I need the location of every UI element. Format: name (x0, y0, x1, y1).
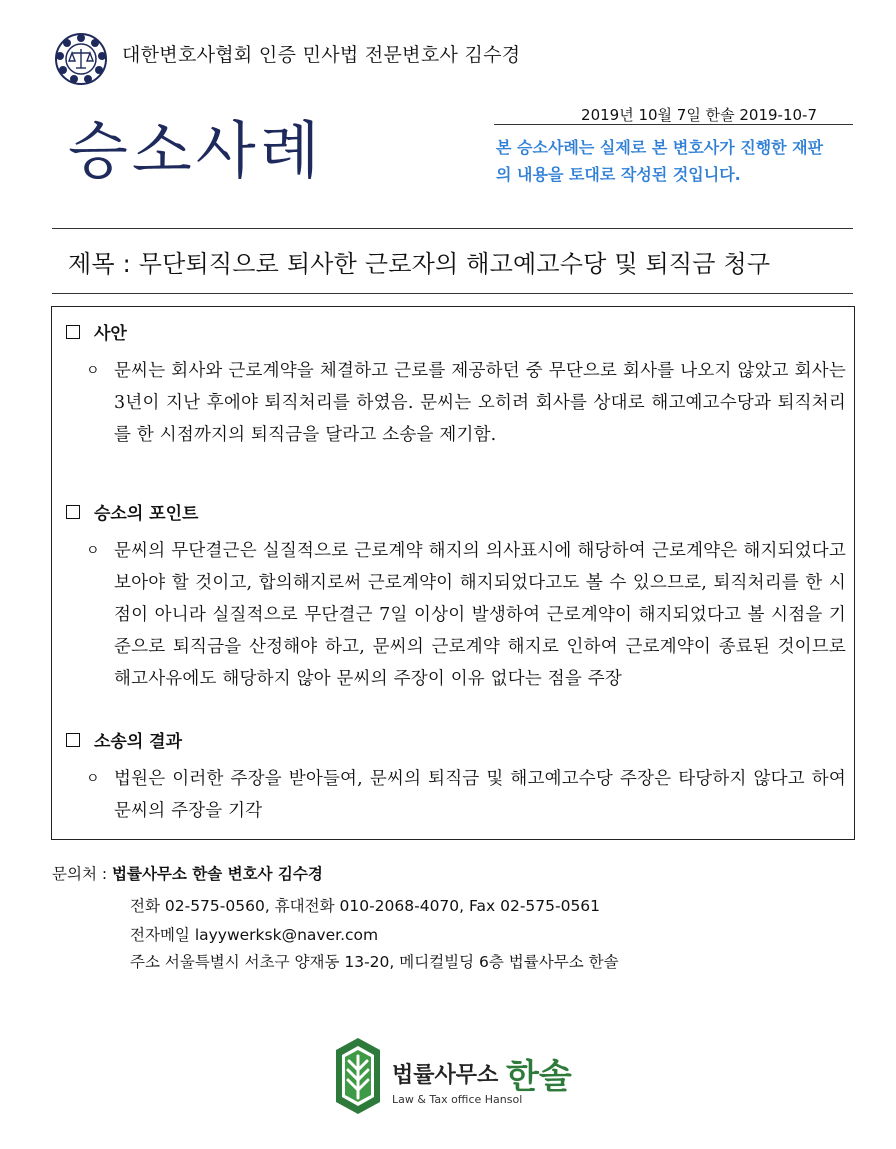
subject-title: 제목 : 무단퇴직으로 퇴사한 근로자의 해고예고수당 및 퇴직금 청구 (68, 250, 771, 278)
hansol-leaf-logo-icon (334, 1036, 382, 1116)
association-certification: 대한변호사협회 인증 민사법 전문변호사 김수경 (122, 44, 521, 66)
section-text: 문씨의 무단결근은 실질적으로 근로계약 해지의 의사표시에 해당하여 근로계약은 해지되었다고 보아야 할 것이고, 합의해지로써 근로계약이 해지되었다고도 볼 수 있으므로, 퇴직처리를 한 시점이 아니라 실질적으로 무단결근 7일 이상이 발생하여 근로계약이 해지되었다고 볼 시점을 기준으로 퇴직금을 산정해야 하고, 문씨의 근로계약 해지로 인하여 근로계약이 종료된 것이므로 해고사유에도 해당하지 않아 문씨의 주장이 이유 없다는 점을 주장 (114, 541, 846, 689)
section-item (86, 763, 846, 827)
page-title: 승소사례 (68, 114, 324, 187)
contact-email: 전자메일 layywerksk@naver.com (130, 926, 379, 944)
checkbox-square-icon (66, 733, 80, 747)
case-content-box (51, 306, 855, 840)
section-heading-label: 승소의 포인트 (94, 504, 199, 524)
logo-brand: 한솔 (506, 1057, 572, 1097)
section-text: 문씨는 회사와 근로계약을 체결하고 근로를 제공하던 중 무단으로 회사를 나오지 않았고 회사는 3년이 지난 후에야 퇴직처리를 하였음. 문씨는 오히려 회사를 상대로 해고예고수당과 퇴직처리를 한 시점까지의 퇴직금을 달라고 소송을 제기함. (114, 361, 846, 445)
date-line (494, 104, 853, 125)
contact-address: 주소 서울특별시 서초구 양재동 13-20, 메디컬빌딩 6층 법률사무소 한솔 (130, 953, 619, 971)
notice-text: 본 승소사례는 실제로 본 변호사가 진행한 재판의 내용을 토대로 작성된 것입니다. (496, 138, 824, 184)
logo-name: 법률사무소 (392, 1063, 499, 1088)
section-heading-label: 소송의 결과 (94, 732, 183, 752)
logo-subtitle: Law & Tax office Hansol (392, 1093, 523, 1106)
section-item (86, 535, 846, 695)
bullet-icon: ㅇ (86, 363, 100, 379)
contact-phone: 전화 02-575-0560, 휴대전화 010-2068-4070, Fax 02-575-0561 (130, 897, 601, 915)
bullet-icon: ㅇ (86, 771, 100, 787)
section-heading (66, 727, 182, 752)
section-item (86, 355, 846, 451)
section-heading (66, 499, 198, 524)
section-text: 법원은 이러한 주장을 받아들여, 문씨의 퇴직금 및 해고예고수당 주장은 타당하지 않다고 하여 문씨의 주장을 기각 (114, 769, 846, 821)
law-office-logo (334, 1036, 584, 1116)
section-heading (66, 319, 127, 344)
contact-heading (52, 862, 323, 884)
checkbox-square-icon (66, 505, 80, 519)
bullet-icon: ㅇ (86, 543, 100, 559)
date-text: 2019년 10월 7일 한솔 2019-10-7 (581, 106, 817, 124)
divider (52, 293, 853, 294)
contact-name: 법률사무소 한솔 변호사 김수경 (112, 865, 323, 883)
contact-label: 문의처 : (52, 865, 112, 883)
bar-association-seal-icon (54, 32, 108, 86)
checkbox-square-icon (66, 325, 80, 339)
divider (52, 228, 853, 229)
section-heading-label: 사안 (94, 324, 127, 344)
